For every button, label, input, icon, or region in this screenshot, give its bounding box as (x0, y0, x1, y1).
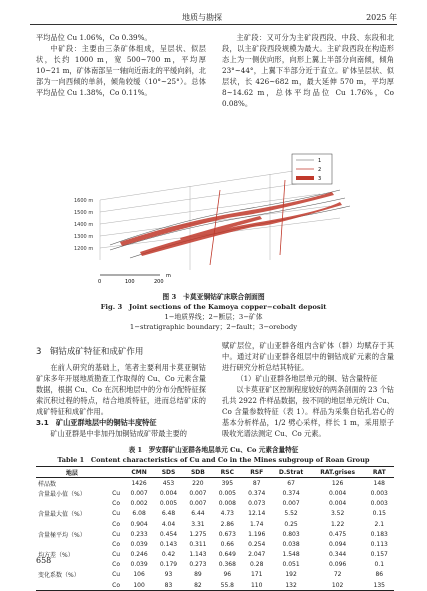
table-cell: Co (112, 500, 120, 508)
table-cell: 3.31 (191, 520, 205, 528)
table-cell: 1.275 (189, 530, 207, 538)
table-cell: 87 (252, 479, 261, 487)
table-cell: 0.007 (282, 500, 300, 508)
table-cell: 0.003 (370, 489, 388, 497)
table-cell: 含量最大值（%） (38, 511, 86, 519)
table-cell: 0.1 (374, 561, 385, 569)
table-cell: 0.66 (220, 540, 234, 548)
table-cell: Co (112, 561, 120, 569)
table-cell: 55.8 (220, 581, 234, 589)
table-cell: 106 (133, 571, 145, 579)
table-cell: Cu (112, 510, 121, 518)
table-cell: Cu (112, 530, 121, 538)
table-cell: 67 (287, 479, 295, 487)
table-cell: 0.15 (372, 510, 386, 518)
column-header: RSF (250, 468, 264, 476)
paragraph: （1）矿山亚群各地层单元的铜、钴含量特征 (236, 374, 378, 383)
table-cell (36, 580, 108, 591)
paragraph: 在前人研究的基础上，笔者主要利用卡莫亚铜钴矿床多年开展地质勘查工作取得的 Cu、Co 元素含量数据，根据 Cu、Co 在沉积地层中的分布分配特征探索沉积过程的特点，结合地质特征，进而总结矿床的成矿特征和成矿作用。 (36, 363, 206, 416)
table-cell: 171 (250, 571, 263, 579)
section-grid (100, 170, 340, 270)
table-cell: 0.157 (370, 551, 388, 559)
table-cell: 110 (250, 581, 263, 589)
table-cell: 86 (375, 571, 384, 579)
running-header (30, 10, 397, 25)
paragraph: 以卡莫亚矿区控制程度较好的两条剖面的 23 个钻孔共 2922 件样品数据，按不同的地层单元统计 Cu、Co 含量参数特征（表 1）。样品为采集自钻孔岩心的基本分析样品，1/2 劈心采样，样长 1 m，采用原子吸收光谱法测定 Cu、Co 元素。 (222, 385, 394, 438)
table-cell: 1.143 (189, 551, 207, 559)
table-cell: 0.179 (159, 561, 178, 569)
left-column-top (36, 32, 206, 98)
orebody-lenses (120, 192, 342, 256)
table-cell: 0.003 (370, 500, 388, 508)
table-cell: 4.73 (220, 510, 234, 518)
table-cell: 0.094 (329, 540, 347, 548)
column-header: 地层 (65, 469, 78, 477)
elevation-label: 1600 m (74, 198, 94, 204)
column-header: D.Strat (278, 468, 304, 476)
table-cell: 0.004 (329, 500, 347, 508)
table-cell: 2.1 (374, 520, 385, 528)
table-cell: 0.039 (130, 561, 148, 569)
table-cell: 0.368 (218, 561, 236, 569)
figure-caption-cn: 图 3 卡莫亚铜钴矿床联合剖面图 (162, 293, 265, 301)
table-caption-cn: 表 1 罗安群矿山亚群各地层单元 Cu、Co 元素含量特征 (128, 446, 299, 454)
table-cell: 含量最小值（%） (38, 490, 86, 498)
table-cell (36, 499, 108, 509)
table-cell: 均方差（%） (38, 552, 74, 560)
table-cell: Co (112, 581, 120, 589)
table-cell: 5.52 (284, 510, 298, 518)
page-number: 658 (36, 556, 52, 565)
table-cell: 220 (192, 479, 204, 487)
table-cell: 102 (331, 581, 344, 589)
table-cell: 126 (331, 479, 344, 487)
column-header: RSC (220, 468, 234, 476)
paragraph: 中矿段：主要由三条矿体组成，呈层状、似层状，长约 1000 m，宽 500~700 m，平均厚 10~21 m，矿体南部呈一轴向近南北的平缓向斜，北部为一向西倾的单斜，倾角较缓（10°~25°）。总体平均品位 Cu 1.38%，Co 0.11%。 (36, 44, 206, 97)
figure-legend-en: 1−stratigraphic boundary；2−fault；3−orebody (129, 323, 298, 331)
table-cell: 0.039 (130, 540, 148, 548)
table-cell: 0.246 (130, 551, 148, 559)
paragraph: 平均品位 Cu 1.06%，Co 0.39%。 (36, 33, 152, 42)
table-cell: 0.073 (248, 500, 266, 508)
column-header: RAT (372, 468, 386, 476)
table-cell: 0.344 (329, 551, 347, 559)
table-cell: 0.42 (161, 551, 176, 559)
scale-tick: 100 (125, 279, 135, 285)
table-cell: 0.007 (130, 489, 148, 497)
elevation-label: 1200 m (74, 246, 94, 252)
table-cell: 192 (285, 571, 297, 579)
scale-tick: 200 (154, 279, 164, 285)
table-cell: 变化系数（%） (38, 572, 80, 580)
table-cell: 1.22 (330, 520, 345, 528)
table-cell: 83 (164, 581, 173, 589)
table-cell: 0.051 (282, 561, 300, 569)
table-cell: 0.649 (218, 551, 236, 559)
table-cell: 4.04 (161, 520, 176, 528)
table-cell: 100 (133, 581, 145, 589)
elevation-label: 1300 m (74, 234, 94, 240)
table-cell (36, 519, 108, 529)
legend-label: 3 (318, 176, 322, 182)
table-cell: 6.44 (191, 510, 205, 518)
table-cell: Co (112, 540, 120, 548)
table-cell: 0.005 (159, 500, 178, 508)
table-cell: 0.904 (130, 520, 148, 528)
paragraph: 主矿段：又可分为主矿段西段、中段、东段和北段，以主矿段西段规模为最大。主矿段西段在构造形态上为一侧伏向形，向形上翼上半部分向南倾，倾角 23°~44°，上翼下半部分近于直立。矿体呈层状、似层状，长 426~682 m，最大延伸 570 m，平均厚 8~14.62 m，总体平均品位 Cu 1.76%，Co 0.08%。 (222, 33, 394, 108)
table-row (36, 560, 394, 570)
table-cell: 453 (162, 479, 175, 487)
table-cell: 0.803 (282, 530, 300, 538)
table-cell: 0.183 (370, 530, 388, 538)
table-row (36, 529, 394, 539)
column-header: SDB (190, 468, 205, 476)
table-cell: 135 (373, 581, 385, 589)
table-cell: 0.004 (329, 489, 347, 497)
table-cell: 0.007 (189, 500, 207, 508)
table-cell: 0.007 (189, 489, 207, 497)
paragraph: 矿山亚群是中非加丹加铜钴成矿带最主要的 (50, 429, 187, 438)
right-column-top (222, 32, 394, 109)
table-cell: Cu (112, 489, 121, 497)
table-cell: 6.08 (132, 510, 146, 518)
table-cell (36, 539, 108, 549)
legend-label: 1 (318, 158, 322, 164)
table-row (36, 580, 394, 591)
table-row (36, 488, 394, 498)
table-row (36, 550, 394, 560)
table-cell: Cu (112, 551, 121, 559)
table-body (36, 478, 394, 591)
left-column-bottom (36, 362, 206, 439)
paragraph: 赋矿层位，矿山亚群各组内含矿体（群）均赋存于其中。通过对矿山亚群各组层中的铜钴成矿元素的含量进行研究分析总结其特征。 (222, 341, 394, 372)
table-cell: 0.004 (159, 489, 178, 497)
table-cell: 0.005 (218, 489, 236, 497)
table-cell: 395 (221, 479, 234, 487)
column-header: RAT.grises (320, 468, 356, 476)
table-cell: 0.113 (370, 540, 388, 548)
table-cell: 0.096 (329, 561, 347, 569)
journal-year: 2025 年 (366, 13, 397, 22)
table-cell: 0.374 (248, 489, 266, 497)
table-cell: 82 (194, 581, 202, 589)
elevation-label: 1500 m (74, 210, 94, 216)
content-table (36, 466, 394, 591)
table-cell: 0.454 (159, 530, 178, 538)
table-cell: 0.475 (329, 530, 347, 538)
table-cell: 3.52 (330, 510, 345, 518)
table-header-row (36, 467, 394, 478)
table-cell: 0.374 (282, 489, 300, 497)
legend-label: 2 (318, 167, 322, 173)
table-row (36, 519, 394, 529)
elevation-labels (74, 198, 93, 252)
table-cell: 0.254 (248, 540, 266, 548)
column-header (108, 467, 125, 478)
table-cell: 2.047 (248, 551, 266, 559)
table-row (36, 509, 394, 519)
table-cell: 0.273 (189, 561, 207, 569)
table-cell: 132 (285, 581, 297, 589)
table-row (36, 499, 394, 509)
table-cell: 6.48 (161, 510, 176, 518)
table-cell: 0.233 (130, 530, 148, 538)
table-cell: 2.86 (220, 520, 234, 528)
table-cell: 0.143 (159, 540, 178, 548)
figure-legend (292, 154, 332, 184)
table-caption-en: Table 1 Content characteristics of Cu and Co in the Mines subgroup of Roan Group (57, 456, 370, 464)
column-header: CMN (131, 468, 147, 476)
column-header: SDS (161, 468, 176, 476)
table-cell: 0.28 (250, 561, 264, 569)
table-cell: 1.196 (248, 530, 266, 538)
table-cell: 样品数 (38, 480, 57, 488)
table-cell: 93 (164, 571, 173, 579)
scale-unit: m (166, 273, 171, 279)
table-cell: 89 (194, 571, 202, 579)
table-cell: 0.038 (282, 540, 300, 548)
table-cell: 1426 (131, 479, 147, 487)
scale-tick: 0 (98, 279, 102, 285)
table-cell (108, 478, 125, 489)
table-cell: Co (112, 520, 120, 528)
figure-caption-en: Fig. 3 Joint sections of the Kamoya copper−cobalt deposit (100, 303, 327, 311)
subsection-title: 3.1 矿山亚群地层中的铜钴丰度特征 (36, 418, 157, 427)
table-cell: 0.25 (284, 520, 298, 528)
table-cell: 12.14 (248, 510, 266, 518)
table-cell: 148 (373, 479, 385, 487)
elevation-label: 1400 m (74, 222, 94, 228)
section-title: 3 铜钴成矿特征和成矿作用 (36, 347, 144, 357)
table-cell: 0.673 (218, 530, 236, 538)
table-row (36, 478, 394, 489)
table-cell: 1.548 (282, 551, 300, 559)
table-cell: Cu (112, 571, 121, 579)
scale-bar (98, 273, 171, 285)
table-cell: 0.008 (218, 500, 236, 508)
joint-section-figure (70, 150, 360, 290)
journal-name: 地质与勘探 (182, 13, 222, 22)
table-cell: 含量極平均（%） (38, 531, 86, 539)
table-row (36, 539, 394, 549)
table-cell: 72 (333, 571, 342, 579)
table-cell: 1.74 (250, 520, 264, 528)
table-cell: 0.002 (130, 500, 148, 508)
right-column-bottom (222, 340, 394, 439)
table-cell: 96 (223, 571, 232, 579)
table-cell: 0.311 (189, 540, 207, 548)
figure-legend-cn: 1−地质界线；2−断层；3−矿体 (164, 313, 263, 321)
